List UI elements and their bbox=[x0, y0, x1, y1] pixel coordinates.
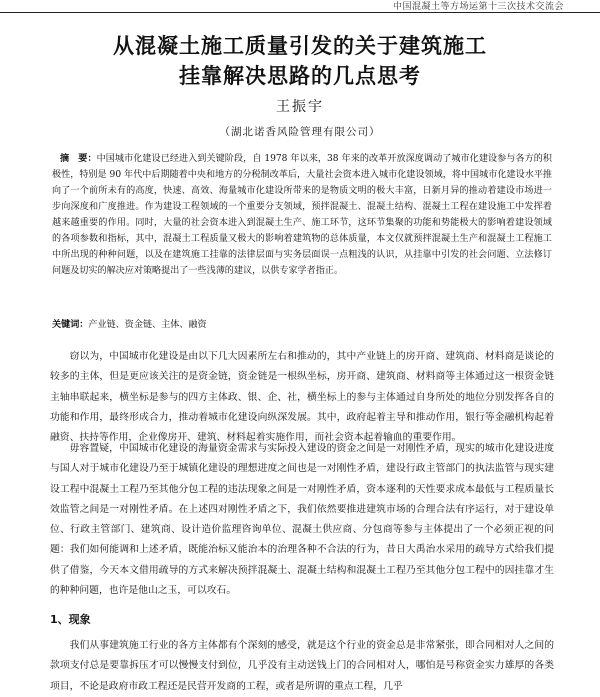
section-heading-1: 1、现象 bbox=[50, 613, 91, 626]
abstract-label: 摘 要： bbox=[60, 154, 97, 164]
paper-title-line-1: 从混凝土施工质量引发的关于建筑施工 bbox=[113, 34, 487, 58]
header-rule bbox=[0, 0, 600, 13]
keywords-label: 关键词： bbox=[52, 320, 89, 330]
body-paragraph-1: 窃以为，中国城市化建设是由以下几大因素所左右和推动的，其中产业链上的房开商、建筑商、材料商是谈论的较多的主体，但是更应该关注的是资金链，资金链是一根纵坐标，房开商、建筑商、材料商等主体通过这一根资金链主轴串联起来，横坐标是参与的四方主体政、银、企、社，横坐标上的参与主体通过自身所处的地位分别发挥各自的功能和作用，最终形成合力，推动着城市化建设向纵深发展。其中，政府起着主导和推动作用，银行等金融机构起着融资、扶持等作用，企业像房开、建筑、材料起着实施作用，而社会资本起着输血的重要作用。 bbox=[50, 351, 554, 444]
author-affiliation: （湖北诺香风险管理有限公司） bbox=[219, 126, 381, 138]
body-paragraph-2: 毋容置疑，中国城市化建设的海量资金需求与实际投入建设的资金之间是一对刚性矛盾，现实的城市化建设进度与国人对于城市化建设乃至于城镇化建设的理想进度之间也是一对刚性矛盾，建设行政主管部门的执法监管与现实建设工程中混凝土工程乃至其他分包工程的违法现象之间是一对刚性矛盾，资本逐利的天性要求成本最低与工程质量长效监管之间是一对刚性矛盾。在上述四对刚性矛盾之下，我们依然要推进建筑市场的合理合法有序运行，对于建设单位、行政主管部门、建筑商、设计造价监理咨询单位、混凝土供应商、分包商等参与主体提出了一个必须正视的问题：我们如何能调和上述矛盾，既能治标又能治本的治理各种不合法的行为，昔日大禹治水采用的疏导方式给我们提供了借鉴，今天本文借用疏导的方式来解决预拌混凝土、混凝土结构和混凝土工程乃至其他分包工程中的因挂靠才生的种种问题，也许是他山之玉，可以攻石。 bbox=[50, 443, 554, 597]
author-name: 王振宇 bbox=[276, 99, 324, 115]
body-paragraph-3: 我们从事建筑施工行业的各方主体都有个深刻的感受，就是这个行业的资金总是非常紧张，即合同相对人之间的款项支付总是要靠拆压才可以慢慢支付到位，几乎没有主动送钱上门的合同相对人，哪怕是号称资金实力雄厚的各类项目，不论是政府市政工程还是民营开发商的工程，或者是所谓的重点工程，几乎 bbox=[50, 640, 554, 692]
abstract-text: 中国城市化建设已经进入到关键阶段，自 1978 年以来，38 年来的改革开放深度调动了城市化建设参与各方的积极性，特别是 90 年代中后期随着中央和地方的分税制改革后，大量社会资本进入城市化建设领域，将中国城市化建设水平推向了一个前所未有的高度，快速、高效、海量城市化建设所带来的是物质文明的极大丰富，日新月异的推动着建设市场进一步向深度和广度推进。作为建设工程领域的一个重要分支领域，预拌混凝土、混凝土结构、混凝土工程在建设施工中发挥着越来越重要的作用。同时，大量的社会资本进入到混凝土生产、施工环节，这环节集聚的功能和势能极大的影响着建设领域的各项参数和指标，其中，混凝土工程质量又极大的影响着建筑物的总体质量，本文仅就预拌混凝土生产和混凝土工程施工中所出现的种种问题，以及在建筑施工挂靠的法律层面与实务层面误一点粗浅的认识，从挂靠中引发的社会问题、立法修订问题及切实的解决应对策略提出了一些浅薄的建议，以供专家学者指正。 bbox=[52, 154, 552, 276]
keywords-text: 产业链、资金链、主体、融资 bbox=[88, 320, 207, 330]
keywords bbox=[52, 317, 552, 333]
running-head: 中国混凝土等方场运第十三次技术交流会 bbox=[392, 2, 564, 12]
abstract bbox=[52, 151, 552, 279]
paper-title-line-2: 挂靠解决思路的几点思考 bbox=[179, 64, 421, 88]
